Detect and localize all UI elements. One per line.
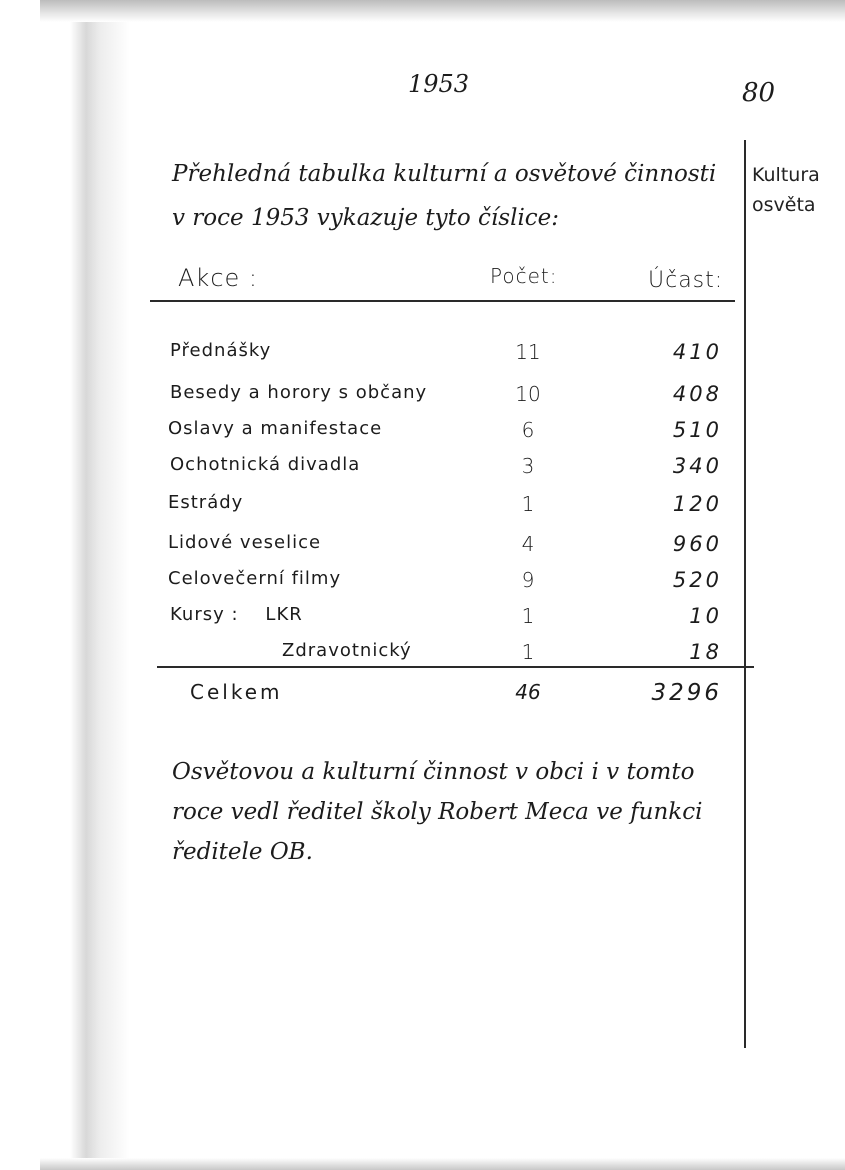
row-akce: Přednášky: [170, 340, 272, 361]
margin-note-line-2: osvěta: [752, 194, 816, 216]
column-header-pocet: Počet:: [490, 264, 558, 288]
intro-paragraph: Přehledná tabulka kulturní a osvětové činnosti v roce 1953 vykazuje tyto číslice:: [172, 161, 717, 231]
table-row: [0, 532, 845, 568]
margin-note: [752, 160, 820, 220]
page-number: 80: [742, 78, 776, 108]
row-pocet: 3: [521, 454, 535, 478]
row-ucast: 520: [672, 568, 722, 592]
row-akce: Besedy a horory s občany: [170, 382, 428, 403]
row-pocet: 1: [521, 604, 535, 628]
row-akce: Estrády: [168, 492, 244, 513]
table-row: [0, 382, 845, 418]
row-akce: Celovečerní filmy: [168, 568, 342, 589]
table-row: [0, 568, 845, 604]
table-row: [0, 340, 845, 376]
total-pocet: 46: [515, 680, 541, 704]
row-pocet: 1: [521, 640, 535, 664]
scan-bottom-edge: [40, 1158, 845, 1170]
row-ucast: 410: [672, 340, 722, 364]
total-row: [0, 680, 845, 716]
row-akce: Lidové veselice: [168, 532, 322, 553]
row-akce: Kursy : LKR: [170, 604, 303, 625]
row-akce: Ochotnická divadla: [170, 454, 361, 475]
header-rule: [150, 300, 735, 302]
row-pocet: 9: [521, 568, 535, 592]
row-ucast: 408: [672, 382, 722, 406]
row-ucast: 960: [672, 532, 722, 556]
row-ucast: 18: [689, 640, 722, 664]
row-ucast: 340: [672, 454, 722, 478]
scan-top-edge: [40, 0, 845, 22]
document-year: 1953: [408, 70, 470, 98]
table-row: [0, 454, 845, 490]
table-row: [0, 640, 845, 676]
row-ucast: 10: [689, 604, 722, 628]
total-rule: [157, 666, 754, 668]
total-ucast: 3296: [651, 680, 722, 706]
row-akce: Zdravotnický: [282, 640, 412, 661]
row-ucast: 120: [672, 492, 722, 516]
margin-note-line-1: Kultura: [752, 164, 820, 186]
table-row: [0, 604, 845, 640]
total-label: Celkem: [190, 680, 283, 704]
column-header-akce: Akce :: [178, 264, 258, 292]
column-header-ucast: Účast:: [648, 268, 724, 293]
row-akce: Oslavy a manifestace: [168, 418, 383, 439]
table-row: [0, 492, 845, 528]
row-pocet: 1: [521, 492, 535, 516]
row-pocet: 11: [515, 340, 541, 364]
row-pocet: 6: [521, 418, 535, 442]
row-pocet: 4: [521, 532, 535, 556]
table-row: [0, 418, 845, 454]
row-pocet: 10: [515, 382, 541, 406]
closing-paragraph: Osvětovou a kulturní činnost v obci i v tomto roce vedl ředitel školy Robert Meca ve funkci ředitele OB.: [172, 759, 703, 865]
row-ucast: 510: [672, 418, 722, 442]
